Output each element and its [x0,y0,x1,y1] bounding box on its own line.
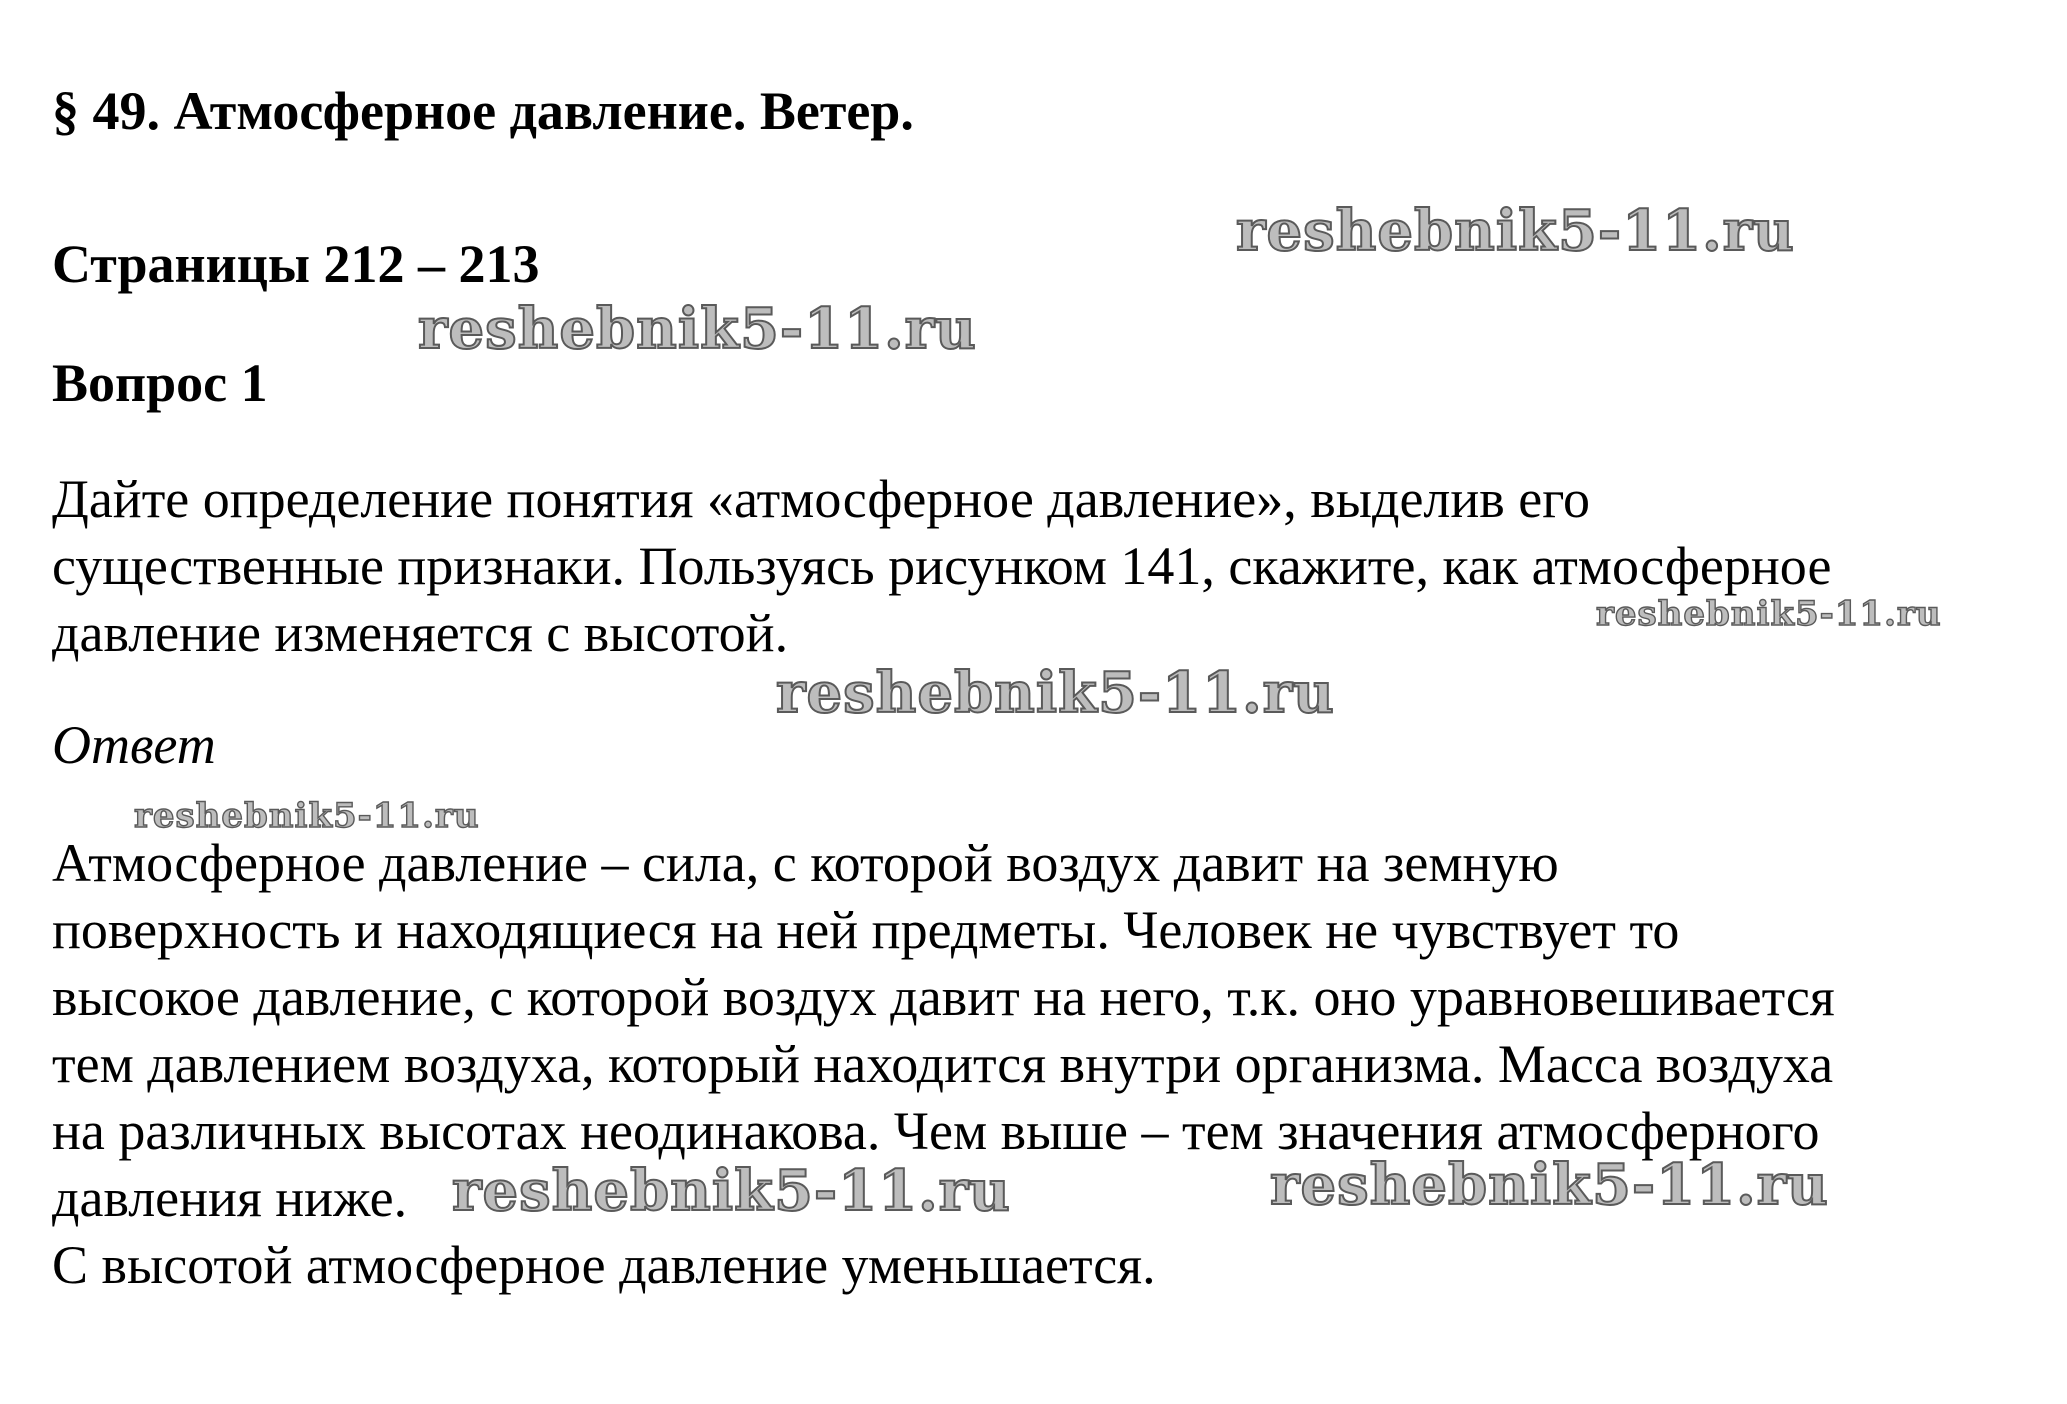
watermark: reshebnik5-11.ru [452,1158,1011,1224]
answer-line: высокое давление, с которой воздух давит на него, т.к. оно уравновешивается [52,967,1835,1027]
question-line: существенные признаки. Пользуясь рисунком 141, скажите, как атмосферное [52,536,1832,596]
question-line: давление изменяется с высотой. [52,603,789,663]
watermark: reshebnik5-11.ru [1236,198,1795,264]
answer-line: поверхность и находящиеся на ней предметы. Человек не чувствует то [52,900,1680,960]
answer-line: на различных высотах неодинакова. Чем выше – тем значения атмосферного [52,1101,1820,1161]
watermark: reshebnik5-11.ru [134,796,480,836]
answer-line: давления ниже. [52,1168,408,1228]
answer-label: Ответ [52,715,216,775]
section-title: § 49. Атмосферное давление. Ветер. [52,81,914,141]
pages-heading: Страницы 212 – 213 [52,234,540,294]
question-line: Дайте определение понятия «атмосферное давление», выделив его [52,469,1591,529]
question-heading: Вопрос 1 [52,353,268,413]
answer-conclusion: С высотой атмосферное давление уменьшается. [52,1235,1156,1295]
watermark: reshebnik5-11.ru [1270,1152,1829,1218]
watermark: reshebnik5-11.ru [1596,594,1942,634]
watermark: reshebnik5-11.ru [776,660,1335,726]
answer-line: Атмосферное давление – сила, с которой воздух давит на земную [52,833,1559,893]
watermark: reshebnik5-11.ru [418,296,977,362]
answer-line: тем давлением воздуха, который находится внутри организма. Масса воздуха [52,1034,1834,1094]
question-text [52,466,2012,667]
